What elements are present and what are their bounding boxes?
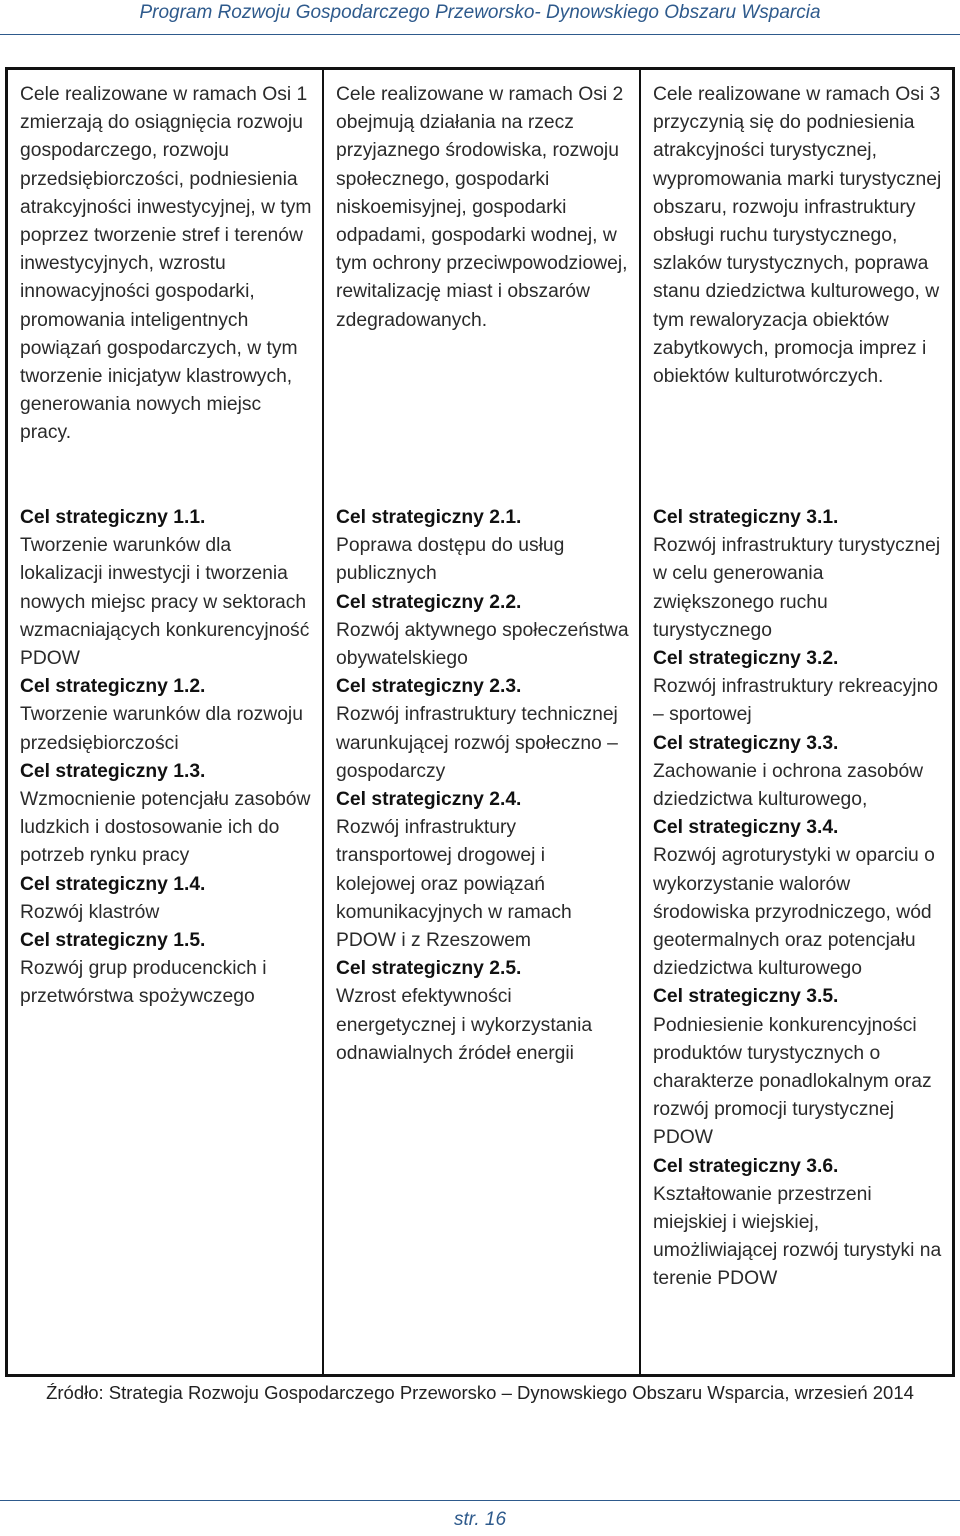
goal-title: Cel strategiczny 2.5.	[336, 958, 522, 980]
axis-1-intro: Cele realizowane w ramach Osi 1 zmierzają do osiągnięcia rozwoju gospodarczego, rozwoju przedsiębiorczości, podniesienia atrakcyjności inwestycyjnej, w tym poprzez tworzenie stref i terenów inwestycyjnych, wzrostu innowacyjności gospodarki, promowania inteligentnych powiązań gospodarczych, w tym tworzenie inicjatyw klastrowych, generowania nowych miejsc pracy.	[20, 84, 312, 444]
goal-title: Cel strategiczny 1.1.	[20, 507, 206, 528]
page-number: str. 16	[453, 1509, 507, 1530]
goal-description: Rozwój infrastruktury technicznej warunkującej rozwój społeczno – gospodarczy	[336, 704, 618, 782]
goal-description: Rozwój infrastruktury rekreacyjno – sportowej	[653, 676, 939, 726]
goal-3-5	[653, 983, 942, 1152]
goal-title: Cel strategiczny 3.5.	[653, 986, 839, 1008]
goal-2-3	[336, 673, 629, 786]
goal-description: Wzmocnienie potencjału zasobów ludzkich i dostosowanie ich do potrzeb rynku pracy	[20, 789, 311, 867]
axis-2-intro: Cele realizowane w ramach Osi 2 obejmują działania na rzecz przyjaznego środowiska, rozwoju społecznego, gospodarki niskoemisyjnej, gospodarki odpadami, gospodarki wodnej, w tym ochrony przeciwpowodziowej, rewitalizację miast i obszarów zdegradowanych.	[336, 84, 628, 331]
goal-title: Cel strategiczny 3.3.	[653, 732, 839, 754]
source-note: Źródło: Strategia Rozwoju Gospodarczego Przeworsko – Dynowskiego Obszaru Wsparcia, wrzesień 2014	[46, 1382, 914, 1403]
goal-description: Poprawa dostępu do usług publicznych	[336, 535, 565, 585]
goal-2-1	[336, 504, 629, 589]
goal-title: Cel strategiczny 1.5.	[20, 930, 206, 952]
goal-title: Cel strategiczny 2.4.	[336, 789, 522, 811]
goal-title: Cel strategiczny 1.4.	[20, 873, 206, 895]
goal-description: Tworzenie warunków dla rozwoju przedsiębiorczości	[20, 704, 303, 754]
goal-description: Rozwój klastrów	[20, 901, 160, 923]
goal-title: Cel strategiczny 3.2.	[653, 648, 839, 670]
goal-1-3	[20, 758, 312, 871]
goal-description: Rozwój aktywnego społeczeństwa obywatelskiego	[336, 619, 629, 670]
axis-1-column	[8, 70, 324, 1374]
axis-2-column	[324, 70, 641, 1374]
goal-3-4	[653, 814, 942, 983]
goal-description: Wzrost efektywności energetycznej i wykorzystania odnawialnych źródeł energii	[336, 986, 593, 1064]
goal-2-2	[336, 589, 629, 674]
goals-table	[5, 67, 955, 1377]
axis-3-intro: Cele realizowane w ramach Osi 3 przyczynią się do podniesienia atrakcyjności turystycznej, wypromowania marki turystycznej obszaru, rozwoju infrastruktury obsługi ruchu turystycznego, szlaków turystycznych, poprawa stanu dziedzictwa kulturowego, w tym rewaloryzacja obiektów zabytkowych, promocja imprez i obiektów kulturotwórczych.	[653, 84, 942, 388]
goal-1-5	[20, 927, 312, 1012]
goal-1-2	[20, 673, 312, 758]
goal-1-4	[20, 871, 312, 927]
goal-title: Cel strategiczny 3.1.	[653, 507, 839, 528]
goal-title: Cel strategiczny 2.3.	[336, 676, 522, 698]
goal-3-6	[653, 1153, 942, 1294]
goal-title: Cel strategiczny 2.2.	[336, 591, 522, 613]
goal-2-4	[336, 786, 629, 955]
goal-description: Rozwój infrastruktury turystycznej w celu generowania zwiększonego ruchu turystycznego	[653, 535, 941, 641]
goal-title: Cel strategiczny 1.2.	[20, 676, 206, 698]
footer-divider	[0, 1500, 960, 1501]
goal-description: Podniesienie konkurencyjności produktów turystycznych o charakterze ponadlokalnym oraz rozwój promocji turystycznej PDOW	[653, 1014, 932, 1149]
goal-description: Rozwój grup producenckich i przetwórstwa spożywczego	[20, 958, 267, 1008]
goal-1-1	[20, 504, 312, 673]
goal-description: Rozwój infrastruktury transportowej drogowej i kolejowej oraz powiązań komunikacyjnych w ramach PDOW i z Rzeszowem	[336, 817, 572, 952]
goal-description: Tworzenie warunków dla lokalizacji inwestycji i tworzenia nowych miejsc pracy w sektorach wzmacniających konkurencyjność PDOW	[20, 535, 310, 670]
goal-3-1	[653, 504, 942, 645]
goal-title: Cel strategiczny 1.3.	[20, 760, 206, 782]
header-divider	[0, 34, 960, 35]
goal-3-2	[653, 645, 942, 730]
goal-3-3	[653, 730, 942, 815]
goal-title: Cel strategiczny 3.4.	[653, 817, 839, 839]
goal-title: Cel strategiczny 2.1.	[336, 507, 522, 528]
goal-description: Kształtowanie przestrzeni miejskiej i wiejskiej, umożliwiającej rozwój turystyki na terenie PDOW	[653, 1183, 942, 1290]
goal-description: Rozwój agroturystyki w oparciu o wykorzystanie walorów środowiska przyrodniczego, wód geotermalnych oraz potencjału dziedzictwa kulturowego	[653, 845, 935, 980]
goal-title: Cel strategiczny 3.6.	[653, 1155, 839, 1177]
goal-description: Zachowanie i ochrona zasobów dziedzictwa kulturowego,	[653, 760, 924, 811]
page-header: Program Rozwoju Gospodarczego Przeworsko- Dynowskiego Obszaru Wsparcia	[139, 2, 821, 23]
axis-3-column	[641, 70, 952, 1374]
goal-2-5	[336, 955, 629, 1068]
